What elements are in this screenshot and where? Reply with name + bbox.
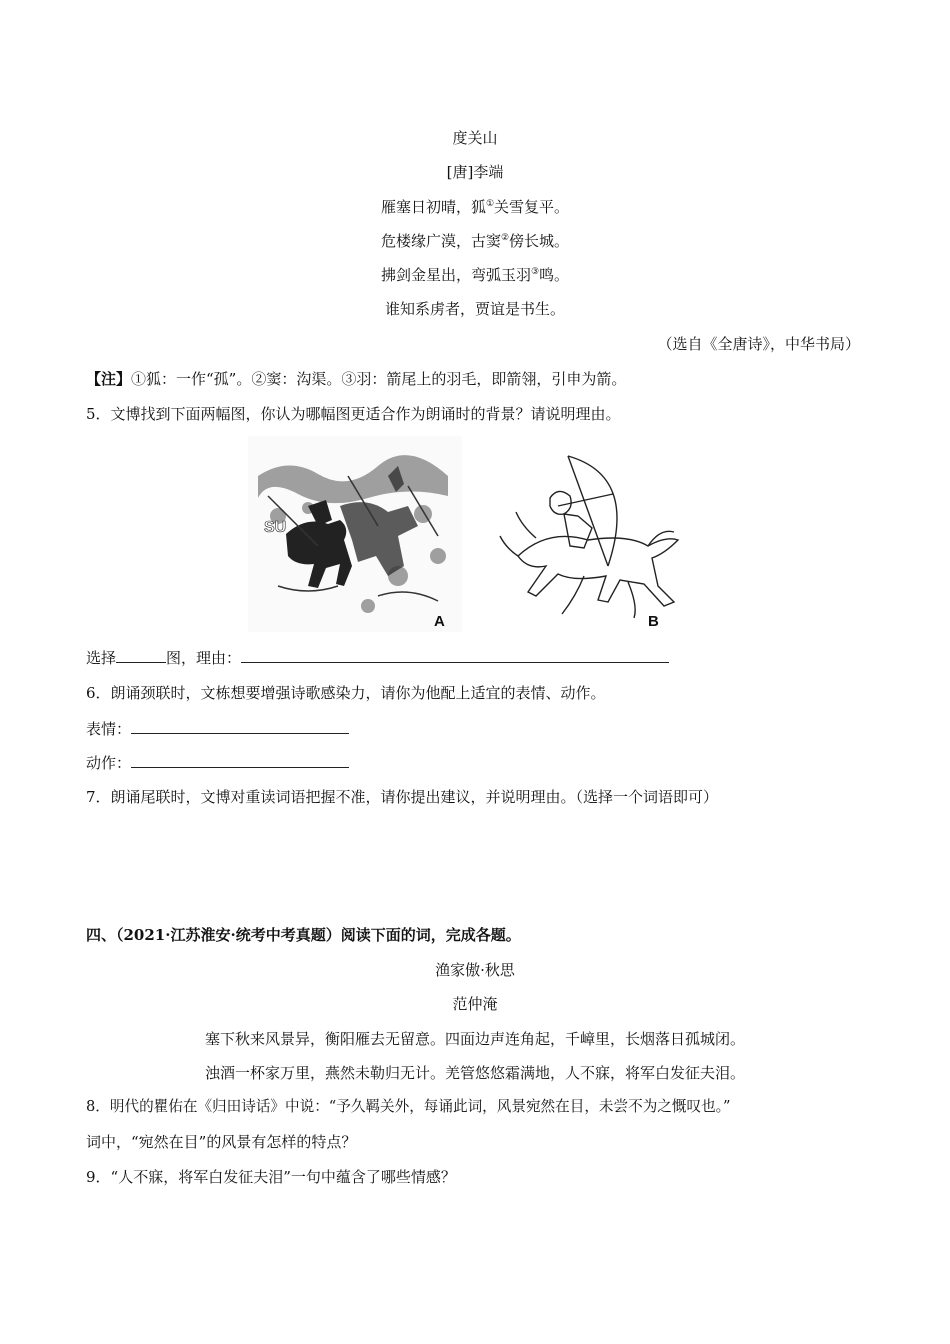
question-7: 7．朗诵尾联时，文博对重读词语把握不准，请你提出建议，并说明理由。（选择一个词语即可）: [86, 788, 719, 806]
question-5: 5．文博找到下面两幅图，你认为哪幅图更适合作为朗诵时的背景？请说明理由。: [86, 405, 621, 423]
poem2-author: 范仲淹: [452, 995, 498, 1013]
q5-answer-line: [86, 648, 669, 668]
q6-expression-label: 表情：: [86, 720, 132, 738]
q5-answer-mid: 图，理由：: [166, 649, 242, 667]
image-a-label: A: [434, 613, 445, 630]
section-4-heading: 四、（2021·江苏淮安·统考中考真题）阅读下面的词，完成各题。: [86, 926, 521, 944]
poem-line-3: 拂剑金星出，弯弧玉羽③鸣。: [380, 266, 570, 284]
question-6: 6．朗诵颈联时，文栋想要增强诗歌感染力，请你为他配上适宜的表情、动作。: [86, 684, 606, 702]
q6-expression-blank[interactable]: [131, 719, 349, 734]
question-9: 9．“人不寐，将军白发征夫泪”一句中蕴含了哪些情感？: [86, 1168, 456, 1186]
q6-action-line: [86, 753, 349, 773]
q6-action-label: 动作：: [86, 754, 132, 772]
poem-line-4: 谁知系虏者，贾谊是书生。: [384, 300, 565, 318]
question-8-line-1: 8．明代的瞿佑在《归田诗话》中说：“予久羁关外，每诵此词，风景宛然在目，未尝不为之慨叹也。”: [86, 1098, 731, 1115]
image-b-label: B: [648, 613, 659, 630]
q6-expression-line: [86, 719, 349, 739]
poem-author: [唐]李端: [446, 163, 504, 181]
poem-source: （选自《全唐诗》，中华书局）: [657, 335, 860, 353]
poem2-title: 渔家傲·秋思: [435, 961, 515, 979]
battle-scene-image-a: [248, 436, 462, 632]
q5-reason-blank[interactable]: [241, 648, 669, 663]
question-8-line-2: 词中，“宛然在目”的风景有怎样的特点？: [86, 1133, 357, 1151]
svg-text:SU: SU: [264, 519, 287, 536]
poem-title: 度关山: [452, 129, 498, 147]
archer-on-horse-image-b: [488, 436, 702, 632]
q5-choice-blank[interactable]: [116, 648, 166, 663]
poem-line-1: 雁塞日初晴，狐①关雪复平。: [380, 198, 570, 216]
poem2-line-2: 浊酒一杯家万里，燕然未勒归无计。羌管悠悠霜满地，人不寐，将军白发征夫泪。: [204, 1064, 745, 1082]
q6-action-blank[interactable]: [131, 753, 349, 768]
poem-line-2: 危楼缘广漠，古窦②傍长城。: [380, 232, 570, 250]
annotation-note: 【注】①狐：一作“孤”。②窦：沟渠。③羽：箭尾上的羽毛，即箭翎，引申为箭。: [86, 370, 627, 388]
q5-answer-prefix: 选择: [86, 649, 117, 667]
poem2-line-1: 塞下秋来风景异，衡阳雁去无留意。四面边声连角起，千嶂里，长烟落日孤城闭。: [204, 1030, 745, 1048]
